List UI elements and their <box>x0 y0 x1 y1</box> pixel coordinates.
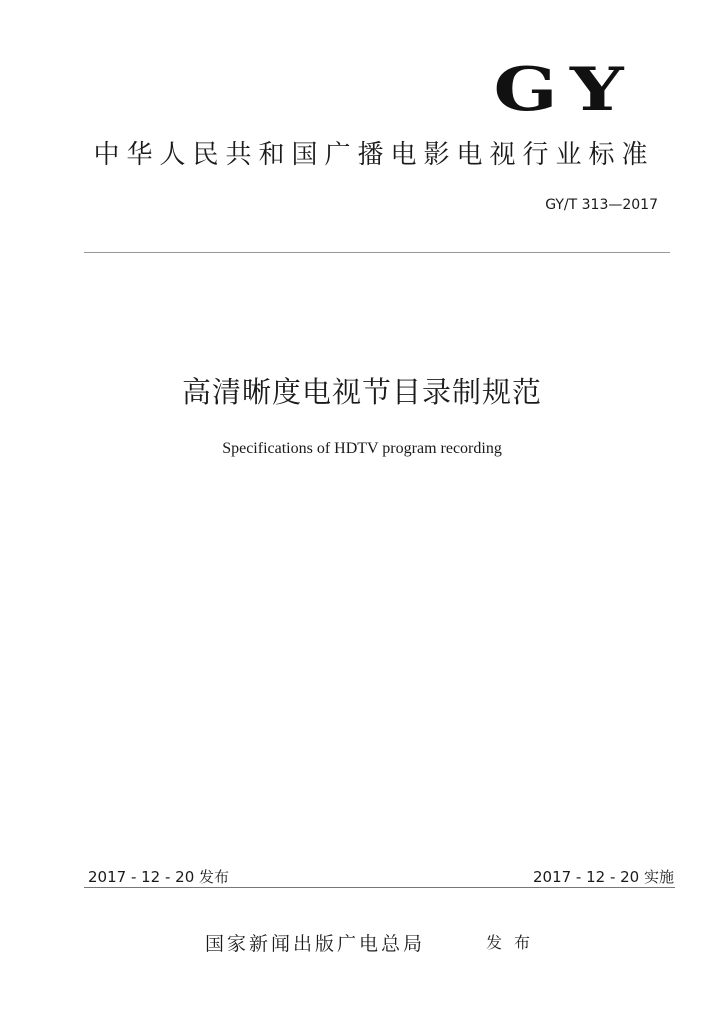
publisher-name: 国家新闻出版广电总局 <box>205 933 426 955</box>
footer-divider <box>84 887 675 888</box>
publish-label: 发布 <box>486 933 543 952</box>
org-title: 中华人民共和国广播电影电视行业标准 <box>93 140 655 170</box>
document-title-english: Specifications of HDTV program recording <box>222 440 502 457</box>
document-title-chinese: 高清晰度电视节目录制规范 <box>181 375 542 409</box>
issue-date: 2017 - 12 - 20 发布 <box>88 868 230 886</box>
effective-date: 2017 - 12 - 20 实施 <box>532 868 674 886</box>
gy-logo: GY <box>493 55 636 125</box>
header-divider <box>84 252 670 253</box>
standard-number: GY/T 313—2017 <box>545 197 658 213</box>
